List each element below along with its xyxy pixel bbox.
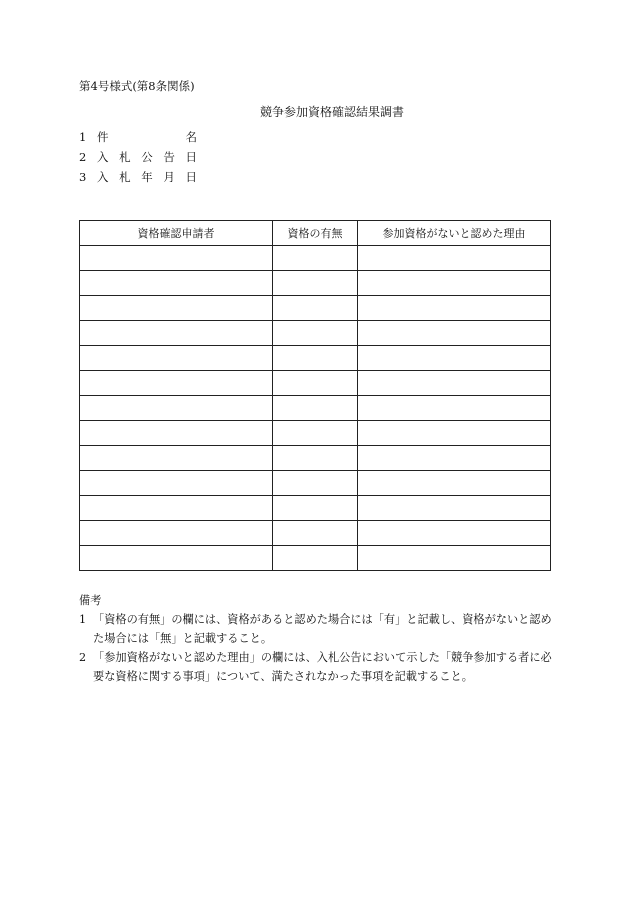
- field-label-char: 月: [163, 170, 175, 184]
- field-label-char: 告: [163, 150, 175, 164]
- reason-cell: [358, 321, 551, 346]
- table-row: [80, 271, 551, 296]
- reason-cell: [358, 521, 551, 546]
- applicant-cell: [80, 546, 273, 571]
- table-row: [80, 321, 551, 346]
- field-label: [97, 149, 197, 165]
- status-cell: [273, 371, 358, 396]
- field-label-char: 名: [185, 130, 197, 144]
- reason-cell: [358, 296, 551, 321]
- applicant-cell: [80, 521, 273, 546]
- document-title: 競争参加資格確認結果調書: [259, 105, 404, 119]
- status-cell: [273, 271, 358, 296]
- note-number: 1: [79, 613, 87, 626]
- status-cell: [273, 496, 358, 521]
- note-number: 2: [79, 651, 87, 664]
- table-row: [80, 396, 551, 421]
- status-cell: [273, 546, 358, 571]
- reason-cell: [358, 396, 551, 421]
- note-text: 「参加資格がないと認めた理由」の欄には、入札公告において示した「競争参加する者に必要な資格に関する事項」について、満たされなかった事項を記載すること。: [93, 651, 552, 683]
- status-cell: [273, 446, 358, 471]
- header-qualification-status: 資格の有無: [273, 221, 358, 246]
- applicant-cell: [80, 371, 273, 396]
- reason-cell: [358, 371, 551, 396]
- field-row: [79, 127, 197, 147]
- field-label-char: 年: [141, 170, 153, 184]
- field-label-char: 札: [119, 170, 131, 184]
- applicant-cell: [80, 446, 273, 471]
- reason-cell: [358, 496, 551, 521]
- table-row: [80, 371, 551, 396]
- field-label-char: 件: [97, 130, 109, 144]
- applicant-cell: [80, 346, 273, 371]
- notes-heading: 備考: [79, 594, 102, 607]
- header-applicant: 資格確認申請者: [80, 221, 273, 246]
- reason-cell: [358, 421, 551, 446]
- field-label-char: 入: [97, 150, 109, 164]
- table-row: [80, 521, 551, 546]
- reason-cell: [358, 346, 551, 371]
- applicant-cell: [80, 421, 273, 446]
- header-reason: 参加資格がないと認めた理由: [358, 221, 551, 246]
- field-label-char: 入: [97, 170, 109, 184]
- field-label-char: 日: [185, 150, 197, 164]
- note-item-2: [79, 648, 559, 686]
- table-row: [80, 496, 551, 521]
- table-row: [80, 546, 551, 571]
- field-label-char: 日: [185, 170, 197, 184]
- status-cell: [273, 296, 358, 321]
- field-number: 3: [79, 170, 87, 184]
- field-number: 1: [79, 130, 87, 144]
- applicant-cell: [80, 321, 273, 346]
- status-cell: [273, 346, 358, 371]
- reason-cell: [358, 246, 551, 271]
- status-cell: [273, 321, 358, 346]
- field-label: [97, 169, 197, 185]
- table-row: [80, 246, 551, 271]
- reason-cell: [358, 471, 551, 496]
- field-row: [79, 167, 197, 187]
- table-row: [80, 296, 551, 321]
- notes-section: [79, 591, 559, 686]
- note-item-1: [79, 610, 559, 648]
- field-label-char: 公: [141, 150, 153, 164]
- status-cell: [273, 421, 358, 446]
- applicant-cell: [80, 396, 273, 421]
- applicant-cell: [80, 296, 273, 321]
- applicant-cell: [80, 271, 273, 296]
- applicant-cell: [80, 471, 273, 496]
- status-cell: [273, 396, 358, 421]
- form-number: 第4号様式(第8条関係): [79, 79, 195, 93]
- reason-cell: [358, 546, 551, 571]
- field-list: [79, 127, 197, 187]
- field-label: [97, 129, 197, 145]
- reason-cell: [358, 271, 551, 296]
- result-table: [79, 220, 551, 571]
- reason-cell: [358, 446, 551, 471]
- applicant-cell: [80, 246, 273, 271]
- status-cell: [273, 246, 358, 271]
- table-row: [80, 471, 551, 496]
- status-cell: [273, 521, 358, 546]
- field-row: [79, 147, 197, 167]
- table-row: [80, 421, 551, 446]
- status-cell: [273, 471, 358, 496]
- note-text: 「資格の有無」の欄には、資格があると認めた場合には「有」と記載し、資格がないと認めた場合には「無」と記載すること。: [93, 613, 552, 645]
- applicant-cell: [80, 496, 273, 521]
- table-header-row: [80, 221, 551, 246]
- field-label-char: 札: [119, 150, 131, 164]
- table-row: [80, 346, 551, 371]
- field-number: 2: [79, 150, 87, 164]
- table-row: [80, 446, 551, 471]
